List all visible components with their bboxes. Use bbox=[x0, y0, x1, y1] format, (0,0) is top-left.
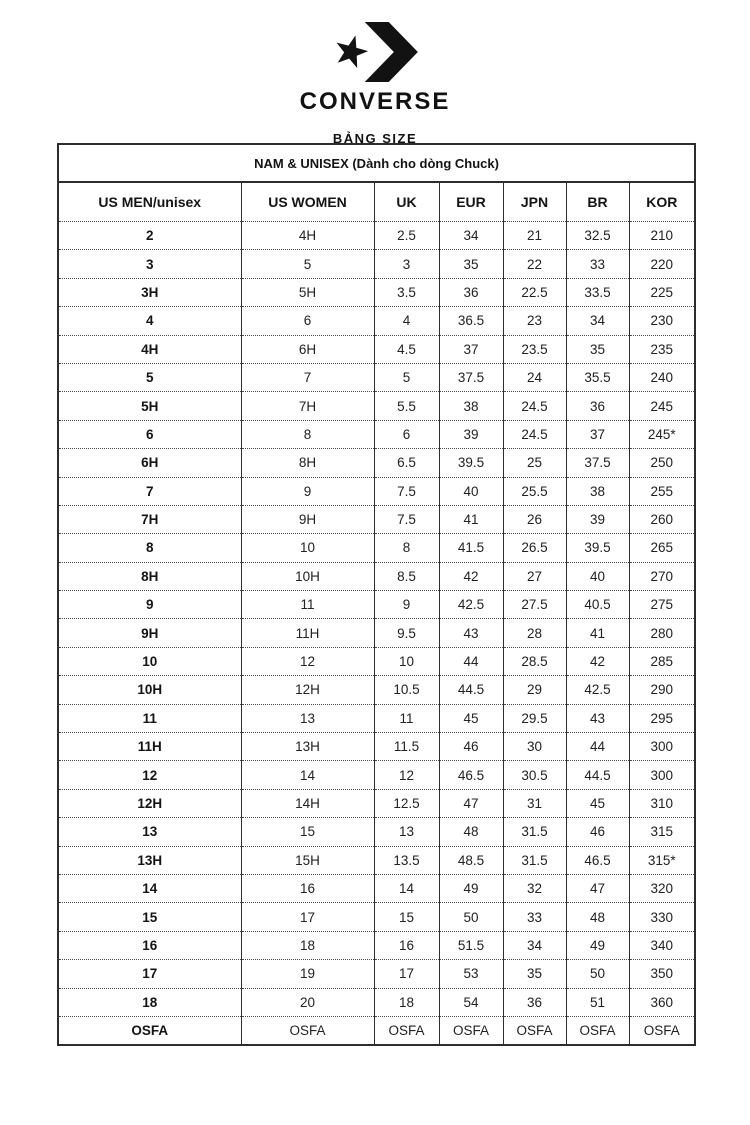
size-cell: 49 bbox=[566, 931, 629, 959]
size-cell: 6.5 bbox=[374, 449, 439, 477]
table-row bbox=[58, 250, 695, 278]
size-cell-us-men: 10 bbox=[58, 647, 241, 675]
size-cell-us-men: 4H bbox=[58, 335, 241, 363]
size-cell: 35 bbox=[503, 960, 566, 988]
size-cell: OSFA bbox=[439, 1016, 503, 1045]
size-cell: 8.5 bbox=[374, 562, 439, 590]
size-cell: 290 bbox=[629, 676, 695, 704]
table-row bbox=[58, 704, 695, 732]
size-cell: 255 bbox=[629, 477, 695, 505]
size-cell: 285 bbox=[629, 647, 695, 675]
size-cell-us-men: 11 bbox=[58, 704, 241, 732]
brand-header bbox=[0, 22, 750, 146]
table-row bbox=[58, 619, 695, 647]
size-cell: 300 bbox=[629, 761, 695, 789]
size-cell: 30 bbox=[503, 733, 566, 761]
table-row bbox=[58, 307, 695, 335]
size-cell: 43 bbox=[566, 704, 629, 732]
size-cell: 27 bbox=[503, 562, 566, 590]
size-cell: 42.5 bbox=[566, 676, 629, 704]
size-cell: 14 bbox=[374, 874, 439, 902]
size-cell: 260 bbox=[629, 505, 695, 533]
size-cell: 210 bbox=[629, 222, 695, 250]
size-cell: OSFA bbox=[566, 1016, 629, 1045]
table-title: NAM & UNISEX (Dành cho dòng Chuck) bbox=[58, 144, 695, 182]
size-cell-us-men: 14 bbox=[58, 874, 241, 902]
table-row bbox=[58, 761, 695, 789]
size-cell: 53 bbox=[439, 960, 503, 988]
size-cell: 26 bbox=[503, 505, 566, 533]
table-row bbox=[58, 931, 695, 959]
size-cell: 41.5 bbox=[439, 534, 503, 562]
size-cell: 34 bbox=[503, 931, 566, 959]
size-cell: 13H bbox=[241, 733, 374, 761]
size-cell: 235 bbox=[629, 335, 695, 363]
table-row bbox=[58, 278, 695, 306]
size-cell-us-men: OSFA bbox=[58, 1016, 241, 1045]
size-cell: 5.5 bbox=[374, 392, 439, 420]
size-cell: 37 bbox=[439, 335, 503, 363]
table-row bbox=[58, 591, 695, 619]
size-cell: 15H bbox=[241, 846, 374, 874]
size-cell: 41 bbox=[439, 505, 503, 533]
size-cell: 8 bbox=[241, 420, 374, 448]
size-cell: 6 bbox=[241, 307, 374, 335]
table-row bbox=[58, 477, 695, 505]
size-cell: 12 bbox=[241, 647, 374, 675]
table-row bbox=[58, 335, 695, 363]
size-cell: 275 bbox=[629, 591, 695, 619]
size-cell: 37.5 bbox=[439, 363, 503, 391]
size-cell: 46 bbox=[566, 818, 629, 846]
size-cell: 33 bbox=[566, 250, 629, 278]
size-cell: OSFA bbox=[374, 1016, 439, 1045]
size-cell-us-men: 18 bbox=[58, 988, 241, 1016]
size-cell: 11 bbox=[374, 704, 439, 732]
size-cell-us-men: 11H bbox=[58, 733, 241, 761]
size-cell-us-men: 7H bbox=[58, 505, 241, 533]
size-cell: 47 bbox=[566, 874, 629, 902]
size-cell: 4 bbox=[374, 307, 439, 335]
size-cell: 30.5 bbox=[503, 761, 566, 789]
table-row bbox=[58, 676, 695, 704]
size-cell: 23.5 bbox=[503, 335, 566, 363]
size-cell: 41 bbox=[566, 619, 629, 647]
size-cell-us-men: 8H bbox=[58, 562, 241, 590]
size-cell: 44.5 bbox=[566, 761, 629, 789]
table-row bbox=[58, 789, 695, 817]
size-cell-us-men: 9H bbox=[58, 619, 241, 647]
table-row bbox=[58, 818, 695, 846]
size-cell: 9H bbox=[241, 505, 374, 533]
size-cell: 13 bbox=[374, 818, 439, 846]
size-cell: 39 bbox=[566, 505, 629, 533]
size-cell: 8 bbox=[374, 534, 439, 562]
size-cell: 26.5 bbox=[503, 534, 566, 562]
size-cell: 27.5 bbox=[503, 591, 566, 619]
size-cell: 245 bbox=[629, 392, 695, 420]
size-cell: 4.5 bbox=[374, 335, 439, 363]
size-cell-us-men: 5H bbox=[58, 392, 241, 420]
size-cell: 21 bbox=[503, 222, 566, 250]
size-cell: 7.5 bbox=[374, 477, 439, 505]
size-cell: 14H bbox=[241, 789, 374, 817]
size-cell: 5 bbox=[241, 250, 374, 278]
size-cell: 3 bbox=[374, 250, 439, 278]
size-cell: 7.5 bbox=[374, 505, 439, 533]
size-cell-us-men: 9 bbox=[58, 591, 241, 619]
size-cell: 8H bbox=[241, 449, 374, 477]
table-row bbox=[58, 222, 695, 250]
size-cell: 320 bbox=[629, 874, 695, 902]
size-cell: 44 bbox=[566, 733, 629, 761]
size-cell: 45 bbox=[566, 789, 629, 817]
table-title-row bbox=[58, 144, 695, 182]
size-cell: 43 bbox=[439, 619, 503, 647]
size-cell-us-men: 2 bbox=[58, 222, 241, 250]
size-cell: 300 bbox=[629, 733, 695, 761]
size-cell: 37 bbox=[566, 420, 629, 448]
size-cell: 39.5 bbox=[439, 449, 503, 477]
size-cell: 39.5 bbox=[566, 534, 629, 562]
size-cell: 24.5 bbox=[503, 420, 566, 448]
size-cell: 33 bbox=[503, 903, 566, 931]
size-cell: 22.5 bbox=[503, 278, 566, 306]
size-cell: 46.5 bbox=[566, 846, 629, 874]
table-row bbox=[58, 647, 695, 675]
size-cell: 3.5 bbox=[374, 278, 439, 306]
column-header-kor: KOR bbox=[629, 182, 695, 222]
brand-name: CONVERSE bbox=[299, 88, 451, 115]
size-cell: 12.5 bbox=[374, 789, 439, 817]
size-cell: 51 bbox=[566, 988, 629, 1016]
size-cell: 11.5 bbox=[374, 733, 439, 761]
size-cell-us-men: 13H bbox=[58, 846, 241, 874]
size-cell-us-men: 3 bbox=[58, 250, 241, 278]
size-cell-us-men: 17 bbox=[58, 960, 241, 988]
size-cell: 270 bbox=[629, 562, 695, 590]
size-cell: 46 bbox=[439, 733, 503, 761]
size-cell: 10H bbox=[241, 562, 374, 590]
size-cell: OSFA bbox=[241, 1016, 374, 1045]
size-cell: 2.5 bbox=[374, 222, 439, 250]
size-cell: 35 bbox=[439, 250, 503, 278]
size-cell: 245* bbox=[629, 420, 695, 448]
size-cell: 17 bbox=[241, 903, 374, 931]
column-header-us-men-unisex: US MEN/unisex bbox=[58, 182, 241, 222]
size-cell: 10 bbox=[374, 647, 439, 675]
size-cell-us-men: 5 bbox=[58, 363, 241, 391]
size-cell-us-men: 12H bbox=[58, 789, 241, 817]
size-cell-us-men: 15 bbox=[58, 903, 241, 931]
size-cell: 50 bbox=[566, 960, 629, 988]
size-cell: 28.5 bbox=[503, 647, 566, 675]
size-cell: 265 bbox=[629, 534, 695, 562]
size-cell: 42 bbox=[566, 647, 629, 675]
size-cell: 25 bbox=[503, 449, 566, 477]
size-cell: 310 bbox=[629, 789, 695, 817]
size-cell: OSFA bbox=[629, 1016, 695, 1045]
size-cell: 42.5 bbox=[439, 591, 503, 619]
size-cell: 36 bbox=[566, 392, 629, 420]
size-cell: 40.5 bbox=[566, 591, 629, 619]
size-cell: 16 bbox=[241, 874, 374, 902]
size-cell: 54 bbox=[439, 988, 503, 1016]
size-cell: 46.5 bbox=[439, 761, 503, 789]
table-row bbox=[58, 733, 695, 761]
size-cell: 15 bbox=[241, 818, 374, 846]
size-cell: 6 bbox=[374, 420, 439, 448]
size-cell: 36 bbox=[439, 278, 503, 306]
size-cell-us-men: 6 bbox=[58, 420, 241, 448]
size-cell-us-men: 3H bbox=[58, 278, 241, 306]
size-cell: 34 bbox=[439, 222, 503, 250]
size-cell: 40 bbox=[439, 477, 503, 505]
size-cell: OSFA bbox=[503, 1016, 566, 1045]
size-cell: 31.5 bbox=[503, 846, 566, 874]
size-cell: 32.5 bbox=[566, 222, 629, 250]
table-row bbox=[58, 846, 695, 874]
size-cell-us-men: 4 bbox=[58, 307, 241, 335]
size-chart-table bbox=[57, 143, 696, 1046]
size-cell: 7H bbox=[241, 392, 374, 420]
size-cell: 50 bbox=[439, 903, 503, 931]
size-cell: 340 bbox=[629, 931, 695, 959]
size-cell: 40 bbox=[566, 562, 629, 590]
size-cell: 17 bbox=[374, 960, 439, 988]
column-header-eur: EUR bbox=[439, 182, 503, 222]
size-cell: 47 bbox=[439, 789, 503, 817]
size-cell: 6H bbox=[241, 335, 374, 363]
converse-star-chevron-logo-icon bbox=[331, 22, 419, 82]
size-cell: 39 bbox=[439, 420, 503, 448]
column-header-jpn: JPN bbox=[503, 182, 566, 222]
size-cell: 12 bbox=[374, 761, 439, 789]
size-cell: 45 bbox=[439, 704, 503, 732]
size-cell: 33.5 bbox=[566, 278, 629, 306]
size-cell-us-men: 8 bbox=[58, 534, 241, 562]
size-cell: 38 bbox=[439, 392, 503, 420]
size-cell: 280 bbox=[629, 619, 695, 647]
size-cell: 28 bbox=[503, 619, 566, 647]
size-cell: 15 bbox=[374, 903, 439, 931]
size-cell-us-men: 16 bbox=[58, 931, 241, 959]
size-cell: 14 bbox=[241, 761, 374, 789]
table-row bbox=[58, 562, 695, 590]
size-cell: 295 bbox=[629, 704, 695, 732]
size-cell: 38 bbox=[566, 477, 629, 505]
table-row bbox=[58, 988, 695, 1016]
size-cell: 36.5 bbox=[439, 307, 503, 335]
size-cell: 11H bbox=[241, 619, 374, 647]
size-cell: 12H bbox=[241, 676, 374, 704]
size-cell: 48 bbox=[439, 818, 503, 846]
size-cell: 18 bbox=[374, 988, 439, 1016]
size-cell: 31.5 bbox=[503, 818, 566, 846]
table-row bbox=[58, 903, 695, 931]
size-cell: 34 bbox=[566, 307, 629, 335]
size-cell-us-men: 13 bbox=[58, 818, 241, 846]
size-cell: 51.5 bbox=[439, 931, 503, 959]
table-row bbox=[58, 449, 695, 477]
size-cell: 18 bbox=[241, 931, 374, 959]
size-cell: 20 bbox=[241, 988, 374, 1016]
size-cell: 7 bbox=[241, 363, 374, 391]
size-cell: 25.5 bbox=[503, 477, 566, 505]
size-cell-us-men: 12 bbox=[58, 761, 241, 789]
column-header-br: BR bbox=[566, 182, 629, 222]
page-title: BẢNG SIZE bbox=[332, 131, 418, 146]
size-cell: 49 bbox=[439, 874, 503, 902]
size-cell-us-men: 6H bbox=[58, 449, 241, 477]
column-header-us-women: US WOMEN bbox=[241, 182, 374, 222]
size-cell: 360 bbox=[629, 988, 695, 1016]
table-row bbox=[58, 874, 695, 902]
size-cell: 220 bbox=[629, 250, 695, 278]
size-cell: 9.5 bbox=[374, 619, 439, 647]
size-cell: 29.5 bbox=[503, 704, 566, 732]
size-cell: 16 bbox=[374, 931, 439, 959]
size-cell: 13.5 bbox=[374, 846, 439, 874]
size-cell: 10 bbox=[241, 534, 374, 562]
size-cell: 42 bbox=[439, 562, 503, 590]
size-cell: 48 bbox=[566, 903, 629, 931]
size-cell: 24.5 bbox=[503, 392, 566, 420]
size-cell: 230 bbox=[629, 307, 695, 335]
size-cell: 32 bbox=[503, 874, 566, 902]
column-header-uk: UK bbox=[374, 182, 439, 222]
column-header-row bbox=[58, 182, 695, 222]
table-row bbox=[58, 1016, 695, 1045]
size-cell: 315 bbox=[629, 818, 695, 846]
size-cell-us-men: 7 bbox=[58, 477, 241, 505]
size-cell: 37.5 bbox=[566, 449, 629, 477]
size-cell: 29 bbox=[503, 676, 566, 704]
size-cell-us-men: 10H bbox=[58, 676, 241, 704]
size-cell: 4H bbox=[241, 222, 374, 250]
size-cell: 315* bbox=[629, 846, 695, 874]
table-row bbox=[58, 505, 695, 533]
size-cell: 13 bbox=[241, 704, 374, 732]
size-cell: 330 bbox=[629, 903, 695, 931]
table-row bbox=[58, 534, 695, 562]
size-cell: 36 bbox=[503, 988, 566, 1016]
size-cell: 23 bbox=[503, 307, 566, 335]
size-cell: 22 bbox=[503, 250, 566, 278]
table-row bbox=[58, 960, 695, 988]
size-cell: 44 bbox=[439, 647, 503, 675]
size-cell: 9 bbox=[241, 477, 374, 505]
size-cell: 19 bbox=[241, 960, 374, 988]
size-cell: 35 bbox=[566, 335, 629, 363]
table-row bbox=[58, 392, 695, 420]
table-row bbox=[58, 420, 695, 448]
size-cell: 250 bbox=[629, 449, 695, 477]
size-cell: 31 bbox=[503, 789, 566, 817]
size-cell: 9 bbox=[374, 591, 439, 619]
size-cell: 240 bbox=[629, 363, 695, 391]
size-cell: 10.5 bbox=[374, 676, 439, 704]
size-cell: 35.5 bbox=[566, 363, 629, 391]
size-cell: 5H bbox=[241, 278, 374, 306]
size-cell: 11 bbox=[241, 591, 374, 619]
size-cell: 48.5 bbox=[439, 846, 503, 874]
size-cell: 5 bbox=[374, 363, 439, 391]
table-row bbox=[58, 363, 695, 391]
size-cell: 225 bbox=[629, 278, 695, 306]
size-cell: 350 bbox=[629, 960, 695, 988]
size-cell: 44.5 bbox=[439, 676, 503, 704]
size-cell: 24 bbox=[503, 363, 566, 391]
